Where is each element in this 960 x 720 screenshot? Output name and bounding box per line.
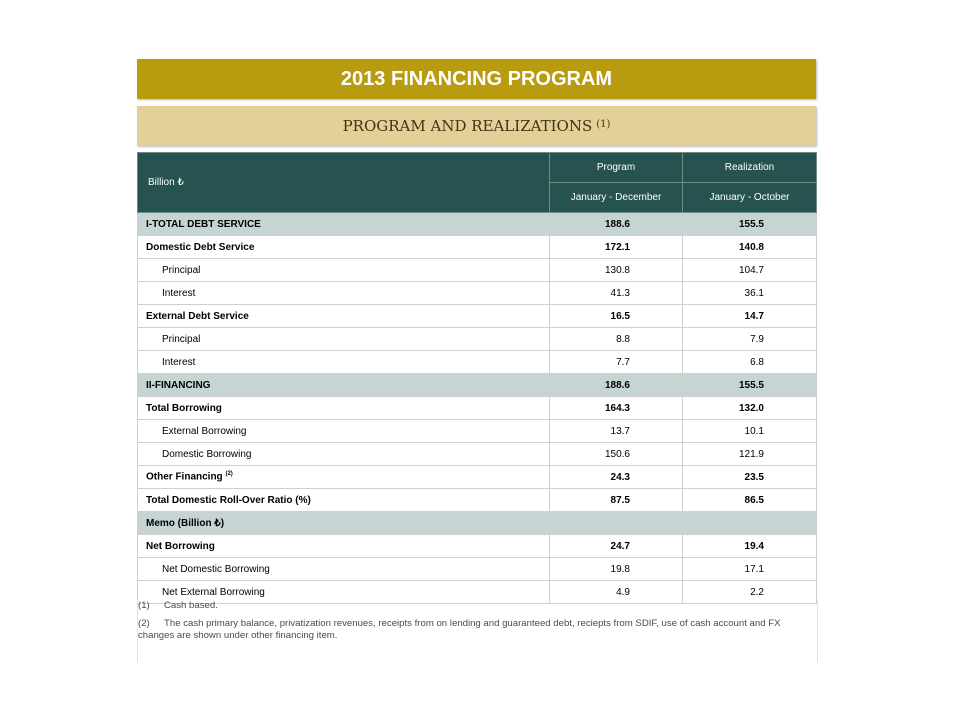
subtitle-footnote-ref: (1) bbox=[596, 118, 611, 130]
row-label: Total Domestic Roll-Over Ratio (%) bbox=[138, 489, 550, 512]
realization-value: 121.9 bbox=[683, 443, 817, 466]
table-row bbox=[138, 374, 817, 397]
table-row bbox=[138, 213, 817, 236]
realization-value: 140.8 bbox=[683, 236, 817, 259]
program-value: 172.1 bbox=[550, 236, 683, 259]
program-value: 130.8 bbox=[550, 259, 683, 282]
row-label: Principal bbox=[138, 259, 550, 282]
program-value: 41.3 bbox=[550, 282, 683, 305]
row-label: Net Borrowing bbox=[138, 535, 550, 558]
program-value: 16.5 bbox=[550, 305, 683, 328]
table-row bbox=[138, 443, 817, 466]
realization-value: 14.7 bbox=[683, 305, 817, 328]
table-row bbox=[138, 305, 817, 328]
program-value: 188.6 bbox=[550, 374, 683, 397]
row-label: Total Borrowing bbox=[138, 397, 550, 420]
program-value: 7.7 bbox=[550, 351, 683, 374]
table-row bbox=[138, 535, 817, 558]
footnote-marker: (1) bbox=[138, 600, 150, 611]
row-label: II-FINANCING bbox=[138, 374, 550, 397]
program-value: 188.6 bbox=[550, 213, 683, 236]
realization-value bbox=[683, 512, 817, 535]
table-row bbox=[138, 351, 817, 374]
realization-value: 155.5 bbox=[683, 374, 817, 397]
realization-column-header: Realization bbox=[683, 153, 817, 183]
realization-value: 6.8 bbox=[683, 351, 817, 374]
realization-period-header: January - October bbox=[683, 183, 817, 213]
table-row bbox=[138, 420, 817, 443]
realization-value: 86.5 bbox=[683, 489, 817, 512]
table-row bbox=[138, 489, 817, 512]
footnote bbox=[138, 600, 817, 612]
row-label: Principal bbox=[138, 328, 550, 351]
program-value bbox=[550, 512, 683, 535]
program-value: 24.7 bbox=[550, 535, 683, 558]
subtitle-banner bbox=[137, 106, 816, 146]
realization-value: 155.5 bbox=[683, 213, 817, 236]
realization-value: 104.7 bbox=[683, 259, 817, 282]
table-row bbox=[138, 282, 817, 305]
program-value: 8.8 bbox=[550, 328, 683, 351]
table-row bbox=[138, 397, 817, 420]
title-banner bbox=[137, 59, 816, 99]
row-label: External Debt Service bbox=[138, 305, 550, 328]
program-value: 19.8 bbox=[550, 558, 683, 581]
realization-value: 36.1 bbox=[683, 282, 817, 305]
footnote bbox=[138, 618, 817, 642]
table-row bbox=[138, 558, 817, 581]
footnote-marker: (2) bbox=[138, 618, 150, 629]
program-value: 87.5 bbox=[550, 489, 683, 512]
table-row bbox=[138, 328, 817, 351]
row-label: Domestic Borrowing bbox=[138, 443, 550, 466]
row-label: Other Financing bbox=[146, 471, 223, 483]
program-column-header: Program bbox=[550, 153, 683, 183]
program-value: 150.6 bbox=[550, 443, 683, 466]
program-value: 164.3 bbox=[550, 397, 683, 420]
realization-value: 7.9 bbox=[683, 328, 817, 351]
realization-value: 17.1 bbox=[683, 558, 817, 581]
financing-table bbox=[137, 152, 817, 604]
page-title: 2013 FINANCING PROGRAM bbox=[340, 67, 613, 90]
row-label: Net Domestic Borrowing bbox=[138, 558, 550, 581]
realization-value: 2.2 bbox=[683, 581, 817, 604]
table-row bbox=[138, 466, 817, 489]
row-label: Domestic Debt Service bbox=[138, 236, 550, 259]
unit-header: Billion ₺ bbox=[138, 153, 550, 213]
footnote-text: The cash primary balance, privatization revenues, receipts from on lending and guaranteed debt, reciepts from SDIF, use of cash account and FX changes are shown under other financing item. bbox=[138, 618, 781, 641]
realization-value: 19.4 bbox=[683, 535, 817, 558]
row-label: Interest bbox=[138, 282, 550, 305]
table-row bbox=[138, 259, 817, 282]
row-label-cell bbox=[138, 466, 550, 489]
row-label: I-TOTAL DEBT SERVICE bbox=[138, 213, 550, 236]
realization-value: 23.5 bbox=[683, 466, 817, 489]
program-period-header: January - December bbox=[550, 183, 683, 213]
realization-value: 132.0 bbox=[683, 397, 817, 420]
row-label: Memo (Billion ₺) bbox=[138, 512, 550, 535]
program-value: 13.7 bbox=[550, 420, 683, 443]
program-value: 24.3 bbox=[550, 466, 683, 489]
page-subtitle: PROGRAM AND REALIZATIONS bbox=[342, 117, 593, 135]
row-label: External Borrowing bbox=[138, 420, 550, 443]
row-label: Interest bbox=[138, 351, 550, 374]
row-footnote-ref: (2) bbox=[225, 471, 233, 478]
realization-value: 10.1 bbox=[683, 420, 817, 443]
table-row bbox=[138, 236, 817, 259]
footnotes bbox=[137, 600, 818, 662]
row-label: Net External Borrowing bbox=[138, 581, 550, 604]
program-value: 4.9 bbox=[550, 581, 683, 604]
table-row bbox=[138, 512, 817, 535]
footnote-text: Cash based. bbox=[164, 600, 218, 611]
